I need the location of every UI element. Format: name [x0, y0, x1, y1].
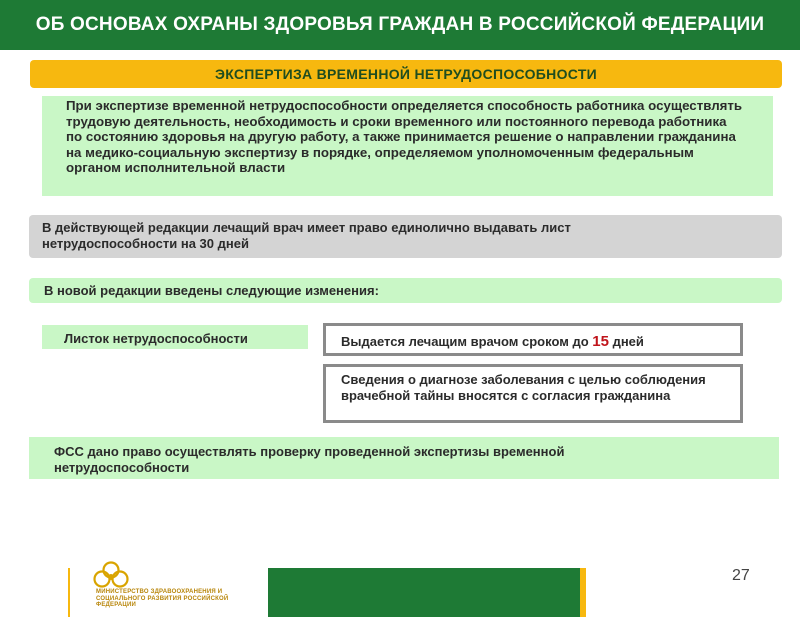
fss-block — [29, 437, 779, 479]
current-edition-text: В действующей редакции лечащий врач имеет право единолично выдавать лист нетрудоспособности на 30 дней — [42, 220, 571, 251]
footer-divider — [68, 568, 70, 617]
new-edition-text: В новой редакции введены следующие изменения: — [44, 283, 379, 298]
intro-text: При экспертизе временной нетрудоспособности определяется способность работника осуществлять трудовую деятельность, необходимость и сроки временного или постоянного перевода работника по состоянию здоровья на другую работу, а также принимается решение о направлении гражданина на медико-социальную экспертизу в порядке, определяемом уполномоченным федеральным органом исполнительной власти — [66, 98, 743, 175]
diagnosis-block — [323, 364, 743, 423]
current-edition-block — [29, 215, 782, 258]
ministry-logo-text: МИНИСТЕРСТВО ЗДРАВООХРАНЕНИЯ И СОЦИАЛЬНОГО РАЗВИТИЯ РОССИЙСКОЙ ФЕДЕРАЦИИ — [96, 589, 229, 608]
slide-title-text: ОБ ОСНОВАХ ОХРАНЫ ЗДОРОВЬЯ ГРАЖДАН В РОССИЙСКОЙ ФЕДЕРАЦИИ — [35, 14, 765, 35]
sick-leave-label-text: Листок нетрудоспособности — [64, 331, 248, 346]
section-heading-text: ЭКСПЕРТИЗА ВРЕМЕННОЙ НЕТРУДОСПОСОБНОСТИ — [214, 66, 598, 82]
footer-accent-line — [580, 568, 586, 617]
page-number: 27 — [732, 567, 750, 584]
sick-leave-label-block — [42, 325, 308, 349]
intro-block — [42, 96, 773, 196]
issued-prefix-text: Выдается лечащим врачом сроком до — [341, 334, 589, 349]
slide-title — [0, 0, 800, 50]
issued-days-number: 15 — [592, 333, 609, 350]
footer-band — [268, 568, 580, 617]
new-edition-block — [29, 278, 782, 303]
issued-term-block — [323, 323, 743, 356]
issued-suffix-text: дней — [612, 334, 644, 349]
section-heading — [30, 60, 782, 88]
diagnosis-text: Сведения о диагнозе заболевания с целью соблюдения врачебной тайны вносятся с согласия гражданина — [341, 372, 706, 403]
fss-text: ФСС дано право осуществлять проверку проведенной экспертизы временной нетрудоспособности — [54, 444, 565, 475]
